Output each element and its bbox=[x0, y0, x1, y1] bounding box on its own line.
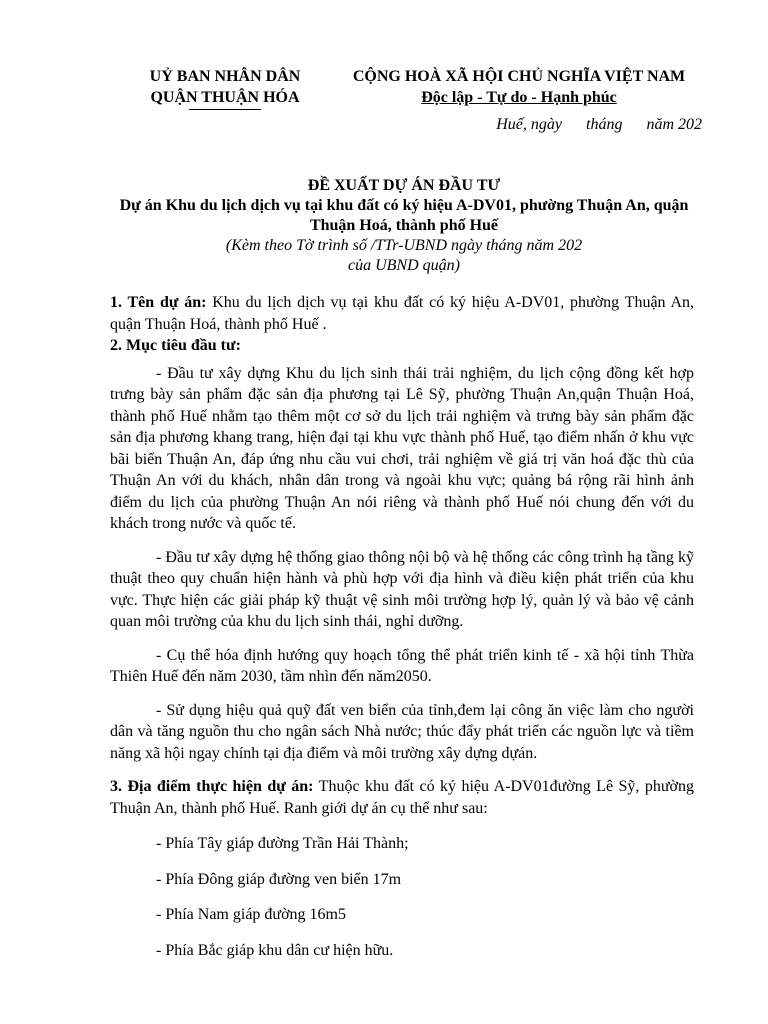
section-1-text: Khu du lịch dịch vụ tại khu đất có ký hiệu A-DV01, phường Thuận An, quận Thuận Hoá, thành phố Huế . bbox=[110, 294, 695, 333]
boundary-west: - Phía Tây giáp đường Trần Hải Thành; bbox=[156, 835, 409, 852]
document-body bbox=[110, 292, 694, 961]
authority-line-1: UỶ BAN NHÂN DÂN bbox=[149, 68, 301, 85]
section-3 bbox=[110, 776, 694, 819]
boundary-east: - Phía Đông giáp đường ven biển 17m bbox=[156, 870, 402, 888]
section-2-paragraph-3: - Cụ thể hóa định hướng quy hoạch tổng thể phát triển kinh tế - xã hội tỉnh Thừa Thiên Huế đến năm 2030, tầm nhìn đến năm2050. bbox=[110, 646, 694, 685]
boundary-south: - Phía Nam giáp đường 16m5 bbox=[156, 906, 346, 923]
dateline: Huế, ngày tháng năm 202 bbox=[496, 116, 702, 133]
national-motto: Độc lập - Tự do - Hạnh phúc bbox=[421, 89, 617, 106]
authority-divider bbox=[189, 109, 261, 110]
section-2-paragraph-2: - Đầu tư xây dựng hệ thống giao thông nội bộ và hệ thống các công trình hạ tầng kỹ thuật theo quy chuẩn hiện hành và phù hợp với địa hình và điều kiện phát triển của khu vực. Thực hiện các giải pháp kỹ thuật vệ sinh môi trường hợp lý, quản lý và bảo vệ cảnh quan môi trường của khu du lịch sinh thái, nghỉ dưỡng. bbox=[110, 548, 694, 630]
document-title-block bbox=[100, 176, 708, 276]
section-3-text: Thuộc khu đất có ký hiệu A-DV01đường Lê Sỹ, phường Thuận An, thành phố Huế. Ranh giới dự án cụ thể như sau: bbox=[110, 778, 694, 817]
authority-line-2: QUẬN THUẬN HÓA bbox=[150, 89, 300, 106]
country-name: CỘNG HOÀ XÃ HỘI CHỦ NGHĨA VIỆT NAM bbox=[352, 68, 686, 85]
issuing-authority bbox=[120, 66, 330, 110]
document-title: ĐỀ XUẤT DỰ ÁN ĐẦU TƯ bbox=[307, 177, 501, 194]
boundary-north: - Phía Bắc giáp khu dân cư hiện hữu. bbox=[156, 941, 394, 959]
attachment-note-line-2: của UBND quận) bbox=[348, 257, 460, 274]
section-2-paragraph-4: - Sử dụng hiệu quả quỹ đất ven biển của tỉnh,đem lại công ăn việc làm cho người dân và tăng nguồn thu cho ngân sách Nhà nước; thúc đẩy phát triển các nguồn lực và tiềm năng xã hội ngay chính tại địa điểm và môi trường xây dựng dựán. bbox=[110, 701, 694, 762]
section-1-heading: 1. Tên dự án: bbox=[110, 294, 207, 311]
section-3-heading: 3. Địa điểm thực hiện dự án: bbox=[110, 778, 314, 795]
national-title bbox=[330, 66, 708, 108]
attachment-note-line-1: (Kèm theo Tờ trình số /TTr-UBND ngày tháng năm 202 bbox=[225, 237, 583, 254]
section-2-paragraph-1: - Đầu tư xây dựng Khu du lịch sinh thái trải nghiệm, du lịch cộng đồng kết hợp trưng bày sản phẩm đặc sản địa phương tại Lê Sỹ, phường Thuận An,quận Thuận Hoá, thành phố Huế nhằm tạo thêm một cơ sở du lịch trải nghiệm và trưng bày sản phẩm đặc sản địa phương khang trang, hiện đại tại khu vực thành phố Huế, tạo điểm nhấn ở khu vực bãi biển Thuận An, đáp ứng nhu cầu vui chơi, trải nghiệm về giá trị văn hoá đặc thù của Thuận An với du khách, nhân dân trong và ngoài khu vực; quảng bá rộng rãi hình ảnh điểm du lịch của phường Thuận An nói riêng và thành phố Huế nói chung đến với du khách trong nước và quốc tế. bbox=[110, 364, 694, 532]
document-subtitle: Dự án Khu du lịch dịch vụ tại khu đất có ký hiệu A-DV01, phường Thuận An, quận Thuận Hoá, thành phố Huế bbox=[119, 197, 689, 234]
section-2-heading: 2. Mục tiêu đầu tư: bbox=[110, 337, 241, 354]
section-1 bbox=[110, 292, 694, 335]
